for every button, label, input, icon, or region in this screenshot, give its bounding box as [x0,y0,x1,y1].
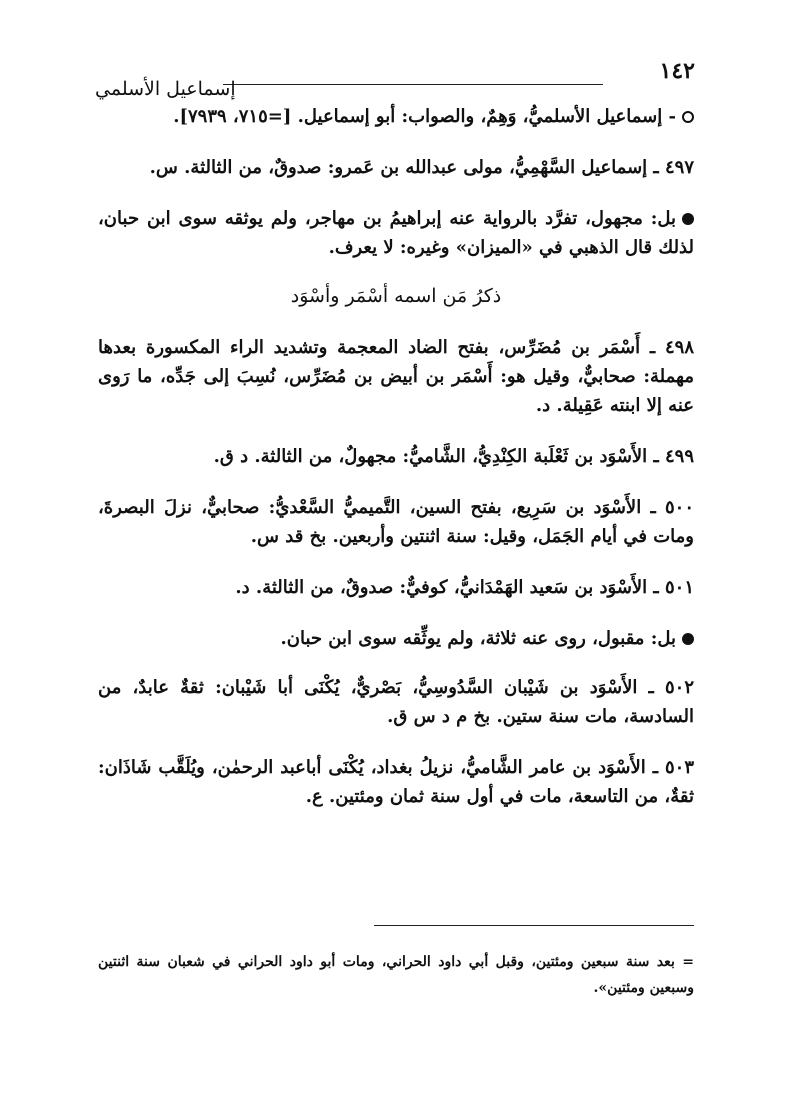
entry-497: ٤٩٧ ـ إسماعيل السَّهْمِيُّ، مولى عبدالله بن عَمرو: صدوقٌ، من الثالثة. س. [149,157,694,178]
note-497: بل: مجهول، تفرَّد بالرواية عنه إبراهيمُ بن مهاجر، ولم يوثقه سوى ابن حبان، لذلك قال الذهبي في «الميزان» وغيره: لا يعرف. [98,208,694,258]
entry-cross-reference: - إسماعيل الأسلميُّ، وَهِمٌ، والصواب: أبو إسماعيل. [=٧١٥، ٧٩٣٩]. [98,102,694,131]
filled-bullet-icon [682,213,694,225]
footnote-divider [374,925,694,926]
entry-499: ٤٩٩ ـ الأَسْوَد بن ثَعْلَبة الكِنْدِيُّ، الشَّاميُّ: مجهولٌ، من الثالثة. د ق. [213,446,694,467]
footnote: = بعد سنة سبعين ومئتين، وقبل أبي داود الحراني، ومات أبو داود الحراني في شعبان سنة اثنتين وسبعين ومئتين». [98,954,694,996]
entry-501: ٥٠١ ـ الأَسْوَد بن سَعيد الهَمْدَانيُّ، كوفيٌّ: صدوقٌ، من الثالثة. د. [235,577,694,598]
section-heading: ذكرُ مَن اسمه أسْمَر وأسْوَد [290,285,502,307]
entry-502: ٥٠٢ ـ الأَسْوَد بن شَيْبان السَّدُوسِيُّ، بَصْريٌّ، يُكْنَى أبا شَيْبان: ثقةٌ عابدٌ، من السادسة، مات سنة ستين. بخ م د س ق. [98,677,694,727]
running-title: إسماعيل الأسلمي [95,78,236,100]
filled-bullet-icon [682,633,694,645]
page-number: ١٤٢ [659,58,695,84]
open-circle-icon [682,111,694,123]
main-text [98,102,694,833]
entry-503: ٥٠٣ ـ الأَسْوَد بن عامر الشَّاميُّ، نزيلُ بغداد، يُكْنَى أباعبد الرحمٰن، ويُلَقَّب شَاذَان: ثقةٌ، من التاسعة، مات في أول سنة ثمان ومئتين. ع. [98,757,694,807]
entry-500: ٥٠٠ ـ الأَسْوَد بن سَرِيع، بفتح السين، التَّميميُّ السَّعْديُّ: صحابيٌّ، نزلَ البصرةَ، ومات في أيام الجَمَل، وقيل: سنة اثنتين وأربعين. بخ قد س. [98,497,694,547]
note-501: بل: مقبول، روى عنه ثلاثة، ولم يوثِّقه سوى ابن حبان. [98,624,694,653]
entry-498: ٤٩٨ ـ أَسْمَر بن مُضَرِّس، بفتح الضاد المعجمة وتشديد الراء المكسورة بعدها مهملة: صحابيٌّ، وقيل هو: أَسْمَر بن أبيض بن مُضَرِّس، نُسِبَ إلى جَدِّه، ما رَوى عنه إلا ابنته عَقِيلة. د. [98,337,694,416]
header-rule [223,84,603,85]
page-header [95,58,695,98]
